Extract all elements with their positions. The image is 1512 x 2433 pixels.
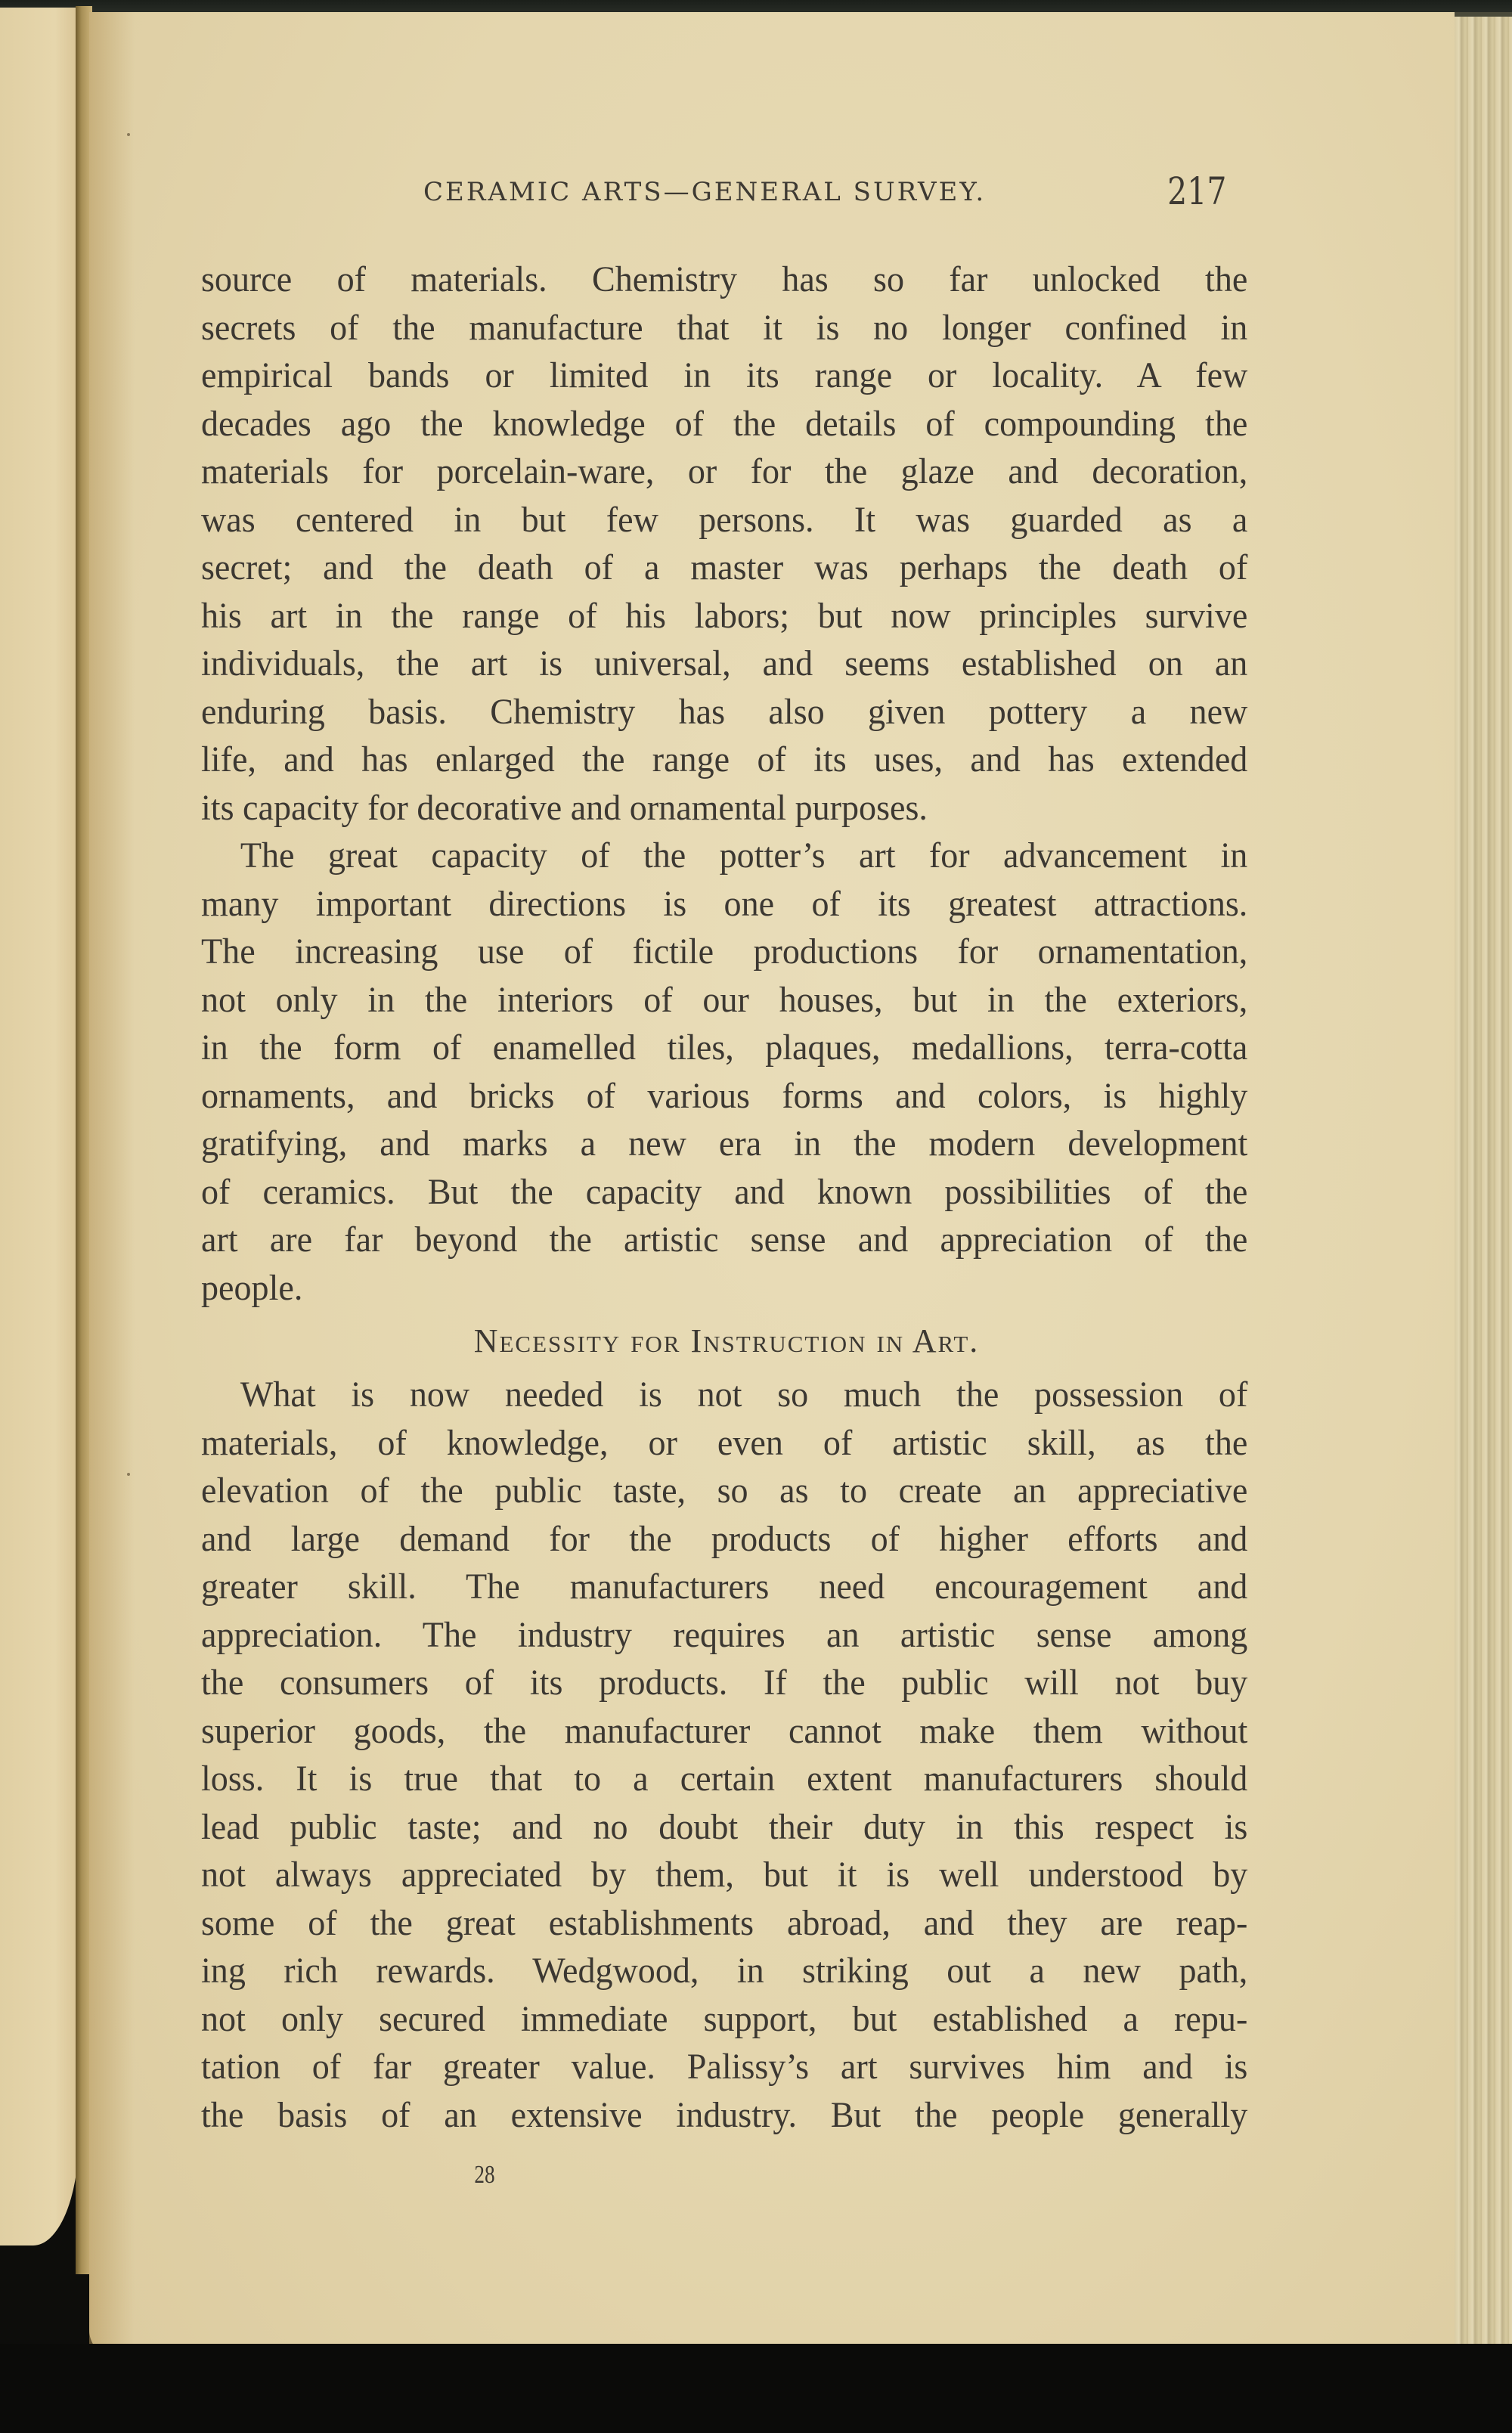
text-line: its capacity for decorative and ornamental purposes. [201, 787, 928, 828]
text-line: the consumers of its products. If the public will not buy [201, 1663, 1248, 1703]
text-line: ing rich rewards. Wedgwood, in striking out a new path, [201, 1951, 1248, 1991]
paragraph-2 [201, 832, 1248, 1312]
text-line: ornaments, and bricks of various forms and colors, is highly [201, 1075, 1248, 1116]
text-line: lead public taste; and no doubt their duty in this respect is [201, 1806, 1248, 1847]
text-line: tation of far greater value. Palissy’s art survives him and is [201, 2047, 1248, 2087]
page-curvature-shade [89, 12, 135, 2356]
text-line: life, and has enlarged the range of its uses, and has extended [201, 739, 1248, 779]
text-line: What is now needed is not so much the possession of [240, 1375, 1248, 1415]
section-heading: Necessity for Instruction in Art. [473, 1322, 980, 1359]
facing-page-edge [0, 8, 79, 2245]
text-line: materials, of knowledge, or even of artistic skill, as the [201, 1422, 1248, 1463]
page-number: 217 [1167, 169, 1226, 213]
text-line: in the form of enamelled tiles, plaques, medallions, terra-cotta [201, 1027, 1248, 1068]
text-line: was centered in but few persons. It was guarded as a [201, 499, 1248, 540]
text-line: greater skill. The manufacturers need encouragement and [201, 1567, 1248, 1607]
text-line: The increasing use of fictile productions for ornamentation, [201, 931, 1248, 972]
body-text [201, 256, 1248, 2139]
bottom-shadow [0, 2344, 1512, 2433]
text-line: individuals, the art is universal, and seems established on an [201, 643, 1248, 683]
text-line: art are far beyond the artistic sense and appreciation of the [201, 1220, 1248, 1260]
text-line: not always appreciated by them, but it is well understood by [201, 1855, 1248, 1895]
text-line: secret; and the death of a master was perhaps the death of [201, 547, 1248, 587]
paper-speck [127, 1473, 130, 1476]
text-line: not only in the interiors of our houses, but in the exteriors, [201, 979, 1248, 1020]
text-line: some of the great establishments abroad, and they are reap- [201, 1902, 1248, 1943]
text-line: elevation of the public taste, so as to create an appreciative [201, 1471, 1248, 1511]
page-stack-edge [1455, 17, 1512, 2413]
text-line: his art in the range of his labors; but now principles survive [201, 595, 1248, 636]
text-line: The great capacity of the potter’s art for advancement in [240, 835, 1248, 876]
text-line: not only secured immediate support, but established a repu- [201, 1998, 1248, 2039]
paragraph-3 [201, 1371, 1248, 2139]
text-line: secrets of the manufacture that it is no longer confined in [201, 307, 1248, 348]
text-line: people. [201, 1267, 303, 1308]
text-line: many important directions is one of its greatest attractions. [201, 883, 1248, 924]
text-line: gratifying, and marks a new era in the modern development [201, 1124, 1248, 1164]
text-line: and large demand for the products of higher efforts and [201, 1518, 1248, 1559]
text-line: decades ago the knowledge of the details of compounding the [201, 403, 1248, 444]
text-line: enduring basis. Chemistry has also given pottery a new [201, 691, 1248, 732]
text-line: appreciation. The industry requires an artistic sense among [201, 1614, 1248, 1655]
text-line: loss. It is true that to a certain extent manufacturers should [201, 1759, 1248, 1799]
text-line: empirical bands or limited in its range or locality. A few [201, 355, 1248, 395]
text-line: of ceramics. But the capacity and known possibilities of the [201, 1171, 1248, 1212]
text-line: source of materials. Chemistry has so far unlocked the [201, 259, 1248, 299]
paragraph-1 [201, 256, 1248, 832]
printer-signature-mark: 28 [474, 2161, 495, 2189]
text-line: materials for porcelain-ware, or for the glaze and decoration, [201, 451, 1248, 491]
text-line: the basis of an extensive industry. But the people generally [201, 2094, 1248, 2135]
running-head: CERAMIC ARTS—GENERAL SURVEY. [423, 177, 987, 207]
page-header [423, 169, 1226, 218]
paper-speck [127, 133, 130, 136]
text-line: superior goods, the manufacturer cannot make them without [201, 1710, 1248, 1751]
